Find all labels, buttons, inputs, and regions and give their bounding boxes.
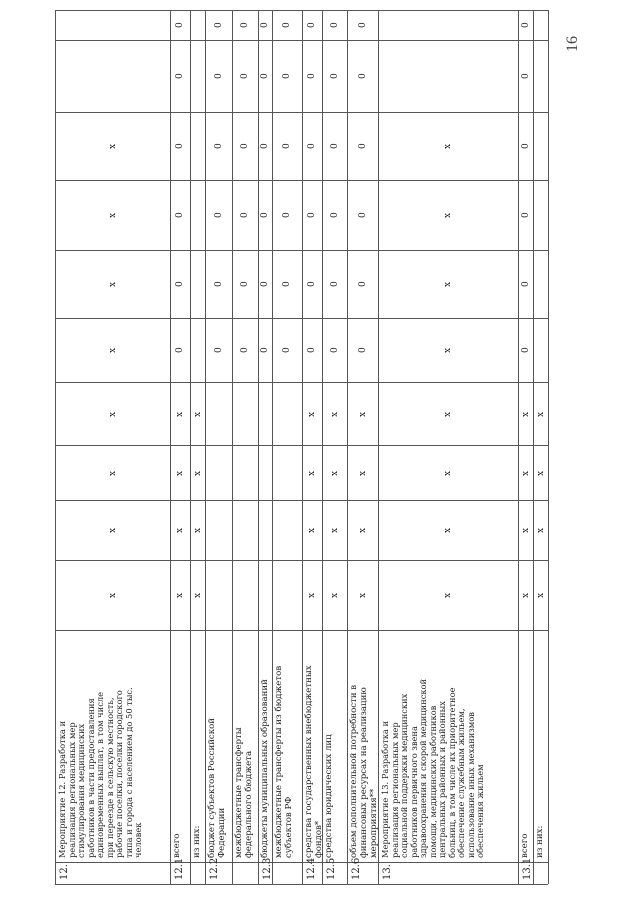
value-cell: x xyxy=(535,470,546,476)
value-cell: 0 xyxy=(240,73,250,79)
value-cell: x xyxy=(357,470,368,476)
grid-line xyxy=(302,10,303,884)
grid-line xyxy=(55,500,548,501)
value-cell: x xyxy=(443,212,453,218)
value-cell: 0 xyxy=(282,347,292,353)
value-cell: 0 xyxy=(260,347,270,353)
value-cell: 0 xyxy=(213,22,224,28)
value-cell: 0 xyxy=(357,22,368,28)
value-cell: x xyxy=(357,411,368,417)
value-cell: 0 xyxy=(282,281,292,287)
value-cell: x xyxy=(329,527,340,533)
value-cell: x xyxy=(443,411,453,417)
value-cell: x xyxy=(192,411,203,417)
page-number: 16 xyxy=(564,36,581,52)
value-cell: 0 xyxy=(175,212,185,218)
row-label: средства юридических лиц xyxy=(324,734,334,858)
value-cell: x xyxy=(357,592,368,598)
value-cell: 0 xyxy=(213,143,224,149)
value-cell: 0 xyxy=(357,73,368,79)
value-cell: x xyxy=(107,281,118,287)
value-cell: 0 xyxy=(175,22,185,28)
grid-line xyxy=(232,10,233,884)
value-cell: x xyxy=(107,470,118,476)
value-cell: 0 xyxy=(282,22,292,28)
value-cell: 0 xyxy=(520,347,531,353)
grid-line xyxy=(55,862,548,863)
grid-line xyxy=(55,10,548,11)
grid-line xyxy=(55,250,548,251)
value-cell: x xyxy=(329,411,340,417)
value-cell: 0 xyxy=(282,143,292,149)
value-cell: 0 xyxy=(240,281,250,287)
value-cell: 0 xyxy=(520,22,531,28)
grid-line xyxy=(55,180,548,181)
row-label: межбюджетные трансферты федерального бюджета xyxy=(234,727,254,858)
grid-line xyxy=(533,10,534,884)
value-cell: 0 xyxy=(307,281,317,287)
value-cell: 0 xyxy=(213,347,224,353)
value-cell: 0 xyxy=(282,212,292,218)
value-cell: 0 xyxy=(240,212,250,218)
row-number: 12. xyxy=(59,864,70,880)
grid-line xyxy=(272,10,273,884)
value-cell: x xyxy=(520,411,531,417)
value-cell: x xyxy=(107,411,118,417)
grid-line xyxy=(55,445,548,446)
value-cell: 0 xyxy=(307,212,317,218)
value-cell: 0 xyxy=(357,281,368,287)
row-number: 13. xyxy=(382,864,393,880)
row-number: 12.6 xyxy=(351,857,362,880)
grid-line xyxy=(518,10,519,884)
value-cell: 0 xyxy=(357,212,368,218)
value-cell: x xyxy=(107,347,118,353)
value-cell: x xyxy=(107,527,118,533)
value-cell: 0 xyxy=(520,212,531,218)
row-label: бюджет субъектов Российской Федерации xyxy=(207,717,227,858)
value-cell: x xyxy=(443,592,453,598)
value-cell: x xyxy=(520,527,531,533)
value-cell: x xyxy=(107,212,118,218)
row-number: 12.5 xyxy=(326,857,337,880)
value-cell: x xyxy=(357,527,368,533)
value-cell: x xyxy=(192,527,203,533)
value-cell: x xyxy=(443,527,453,533)
value-cell: x xyxy=(192,592,203,598)
grid-line xyxy=(548,10,549,884)
value-cell: x xyxy=(107,143,118,149)
value-cell: 0 xyxy=(175,143,185,149)
value-cell: 0 xyxy=(329,73,340,79)
row-number: 12.4 xyxy=(306,857,317,880)
row-label: средства государственных внебюджетных фондов* xyxy=(304,665,324,858)
row-label: из них: xyxy=(535,825,545,858)
grid-line xyxy=(55,10,56,884)
value-cell: x xyxy=(443,347,453,353)
value-cell: 0 xyxy=(260,212,270,218)
value-cell: 0 xyxy=(260,143,270,149)
value-cell: x xyxy=(535,411,546,417)
grid-line xyxy=(347,10,348,884)
value-cell: 0 xyxy=(282,73,292,79)
value-cell: x xyxy=(175,411,185,417)
value-cell: x xyxy=(443,143,453,149)
value-cell: 0 xyxy=(175,347,185,353)
value-cell: 0 xyxy=(520,143,531,149)
value-cell: x xyxy=(307,470,317,476)
grid-line xyxy=(55,40,548,41)
value-cell: x xyxy=(307,592,317,598)
value-cell: 0 xyxy=(240,22,250,28)
value-cell: 0 xyxy=(307,73,317,79)
value-cell: x xyxy=(175,527,185,533)
value-cell: 0 xyxy=(175,281,185,287)
row-label: всего xyxy=(520,833,530,858)
value-cell: x xyxy=(535,527,546,533)
row-label: Мероприятие 12. Разработка и реализация региональных мер стимулирования медицинских работников в части предоставления единовременных выплат, в том числе при переезде в сельскую местность, рабочие поселки, поселки городского типа и города с населением до 50 тыс. человек xyxy=(57,687,144,858)
value-cell: x xyxy=(175,470,185,476)
value-cell: 0 xyxy=(260,73,270,79)
value-cell: x xyxy=(520,470,531,476)
row-label: объем дополнительной потребности в финансовых ресурсах на реализацию мероприятия** xyxy=(349,684,379,858)
value-cell: x xyxy=(443,470,453,476)
value-cell: x xyxy=(535,592,546,598)
value-cell: 0 xyxy=(260,22,270,28)
grid-line xyxy=(55,884,548,885)
value-cell: x xyxy=(329,592,340,598)
value-cell: x xyxy=(307,411,317,417)
grid-line xyxy=(55,112,548,113)
value-cell: 0 xyxy=(213,73,224,79)
value-cell: x xyxy=(443,281,453,287)
value-cell: 0 xyxy=(260,281,270,287)
grid-line xyxy=(55,382,548,383)
value-cell: 0 xyxy=(329,347,340,353)
row-label: межбюджетные трансферты из бюджетов субъектов РФ xyxy=(274,665,294,858)
value-cell: x xyxy=(192,470,203,476)
value-cell: x xyxy=(107,592,118,598)
grid-line xyxy=(55,560,548,561)
value-cell: x xyxy=(329,470,340,476)
value-cell: 0 xyxy=(329,281,340,287)
row-label: из них: xyxy=(192,825,202,858)
row-number: 12.1 xyxy=(174,857,185,880)
grid-line xyxy=(190,10,191,884)
value-cell: 0 xyxy=(357,143,368,149)
value-cell: 0 xyxy=(329,212,340,218)
row-label: бюджеты муниципальных образований xyxy=(260,679,270,858)
value-cell: 0 xyxy=(307,347,317,353)
grid-line xyxy=(55,630,548,631)
value-cell: 0 xyxy=(213,212,224,218)
value-cell: 0 xyxy=(240,143,250,149)
value-cell: x xyxy=(307,527,317,533)
value-cell: 0 xyxy=(213,281,224,287)
row-number: 13.1 xyxy=(522,857,533,880)
value-cell: 0 xyxy=(240,347,250,353)
value-cell: 0 xyxy=(175,73,185,79)
row-label: Мероприятие 13. Разработка и реализация региональных мер социальной поддержки медицинских работников первичного звена здравоохранения и скорой медицинской помощи, медицинских работников центральных районных и районных больниц, в том числе их приоритетное обеспечение служебным жильем, использование иных механизмов обеспечения жильем xyxy=(380,678,486,858)
value-cell: 0 xyxy=(329,22,340,28)
row-number: 12.3 xyxy=(262,857,273,880)
value-cell: x xyxy=(520,592,531,598)
value-cell: 0 xyxy=(307,143,317,149)
value-cell: 0 xyxy=(357,347,368,353)
row-number: 12.2 xyxy=(209,857,220,880)
row-label: всего xyxy=(172,833,182,858)
grid-line xyxy=(205,10,206,884)
grid-line xyxy=(258,10,259,884)
value-cell: 0 xyxy=(307,22,317,28)
grid-line xyxy=(170,10,171,884)
value-cell: x xyxy=(175,592,185,598)
grid-line xyxy=(55,318,548,319)
value-cell: 0 xyxy=(329,143,340,149)
value-cell: 0 xyxy=(520,281,531,287)
value-cell: 0 xyxy=(520,73,531,79)
